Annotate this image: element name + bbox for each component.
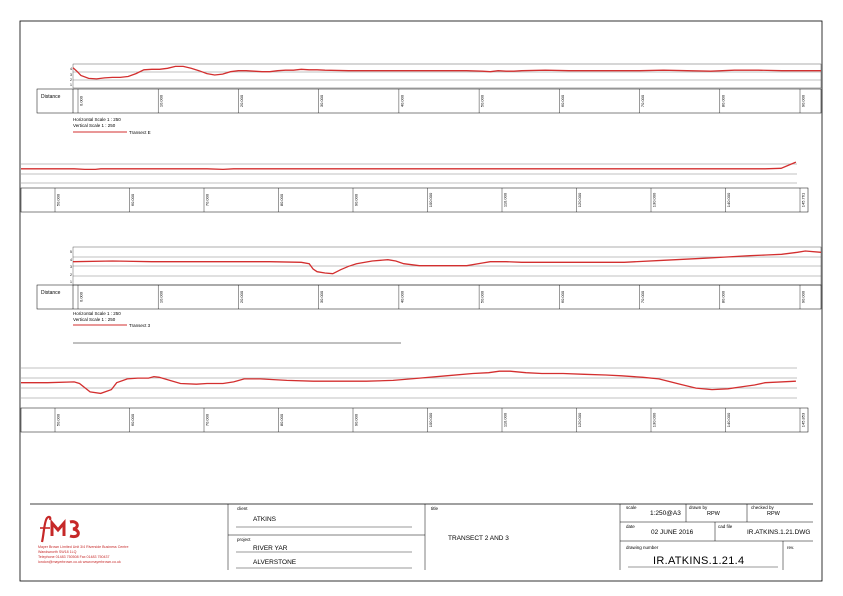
distance-ticks [78, 89, 806, 113]
distance-ticks [78, 285, 806, 309]
distance-tick-label: 110.000 [502, 192, 508, 208]
distance-tick-label: 60.000 [559, 94, 565, 108]
project-location: ALVERSTONE [253, 559, 297, 566]
ground-profile-line [73, 251, 821, 274]
legend-label: Transect E [129, 130, 151, 135]
distance-tick-label: 70.000 [640, 94, 646, 108]
cad-file-value: IR.ATKINS.1.21.DWG [747, 529, 811, 536]
y-tick-label: 4 [70, 67, 72, 71]
revision-label: rev. [787, 545, 795, 550]
y-tick-label: 2 [70, 78, 72, 82]
distance-tick-label: 30.000 [319, 94, 325, 108]
checked-by-value: RPW [767, 511, 780, 517]
cad-file-label: cad file [718, 524, 733, 529]
y-tick-label: 2 [70, 273, 72, 277]
y-tick-label: 1 [70, 83, 72, 87]
logo-mark [70, 522, 78, 537]
distance-tick-label: 145.761 [800, 192, 806, 208]
distance-tick-label: 60.000 [130, 193, 135, 207]
mayer-brown-logo [38, 514, 98, 544]
profile-transect-e [37, 64, 821, 135]
distance-ticks [55, 188, 806, 212]
company-phone-line: Telephone 01483 750508 Fax 01483 750437 [38, 555, 110, 559]
ground-profile-line [21, 162, 796, 169]
y-tick-label: 3 [70, 73, 72, 77]
distance-tick-label: 30.000 [319, 290, 325, 304]
sheet-border [20, 21, 822, 581]
legend-label: Transect 3 [129, 323, 151, 328]
title-label: title [431, 506, 439, 511]
logo-mark [42, 517, 50, 542]
distance-row [37, 89, 821, 113]
distance-ticks [55, 408, 806, 432]
distance-tick-label: 20.000 [238, 290, 244, 304]
y-tick-label: 4 [70, 258, 72, 262]
distance-tick-label: 50.000 [55, 193, 61, 207]
drawn-by-label: drawn by [689, 505, 708, 510]
date-value: 02 JUNE 2016 [651, 529, 694, 536]
distance-tick-label: 60.000 [559, 290, 565, 304]
distance-tick-label: 90.000 [353, 413, 359, 427]
distance-tick-label: 70.000 [204, 193, 210, 207]
distance-tick-label: 120.000 [577, 412, 582, 428]
distance-tick-label: 0.000 [78, 291, 84, 303]
distance-tick-label: 60.000 [130, 413, 135, 427]
distance-tick-label: 90.000 [353, 193, 359, 207]
distance-tick-label: 145.853 [800, 412, 806, 428]
row-label: Distance [41, 94, 61, 100]
profile-transect-3-continued [21, 368, 808, 432]
drawing-title: TRANSECT 2 AND 3 [448, 535, 509, 542]
distance-tick-label: 50.000 [479, 290, 485, 304]
ground-profile-line [73, 66, 821, 79]
y-tick-label: 3 [70, 265, 72, 269]
distance-tick-label: 10.000 [158, 290, 164, 304]
distance-tick-label: 90.000 [800, 290, 806, 304]
y-tick-label: 1 [70, 280, 72, 284]
row-label: Distance [41, 290, 61, 296]
distance-tick-label: 80.000 [279, 193, 284, 207]
client-label: client [237, 506, 248, 511]
checked-by-label: checked by [751, 505, 774, 510]
plot-frame [73, 64, 821, 88]
drawing-number-label: drawing number [626, 545, 659, 550]
vertical-scale: Vertical Scale 1 : 250 [73, 317, 116, 322]
company-address-line: Mayer Brown Limited Unit 3/4 Riverside Business Centre [38, 545, 129, 549]
distance-tick-label: 140.000 [726, 412, 731, 428]
distance-row [21, 408, 808, 432]
distance-tick-label: 110.000 [502, 412, 508, 428]
drawing-number-value: IR.ATKINS.1.21.4 [653, 555, 745, 567]
distance-tick-label: 120.000 [577, 192, 582, 208]
horizontal-scale: Horizontal Scale 1 : 250 [73, 117, 121, 122]
distance-tick-label: 10.000 [158, 94, 164, 108]
distance-tick-label: 70.000 [204, 413, 210, 427]
scale-label: scale [626, 505, 637, 510]
distance-tick-label: 40.000 [399, 94, 405, 108]
distance-tick-label: 50.000 [479, 94, 485, 108]
distance-tick-label: 130.000 [651, 412, 657, 428]
distance-row [21, 188, 808, 212]
scale-value: 1:250@A3 [650, 510, 681, 517]
distance-tick-label: 50.000 [55, 413, 61, 427]
date-label: date [626, 524, 635, 529]
distance-tick-label: 130.000 [651, 192, 657, 208]
distance-tick-label: 140.000 [726, 192, 731, 208]
ground-profile-line [21, 371, 796, 393]
distance-tick-label: 100.000 [428, 412, 433, 428]
distance-row [37, 285, 821, 309]
profile-transect-3 [37, 247, 821, 343]
distance-tick-label: 20.000 [238, 94, 244, 108]
project-name: RIVER YAR [253, 545, 288, 552]
distance-tick-label: 80.000 [720, 94, 726, 108]
company-email-line: london@mayerbrown.co.uk www.mayerbrown.co.uk [38, 560, 121, 564]
company-address-line: Wandsworth SW18 1LQ [38, 550, 77, 554]
distance-tick-label: 0.000 [78, 95, 84, 107]
distance-tick-label: 90.000 [800, 94, 806, 108]
horizontal-scale: Horizontal Scale 1 : 250 [73, 311, 121, 316]
distance-tick-label: 100.000 [428, 192, 433, 208]
distance-tick-label: 40.000 [399, 290, 405, 304]
client-value: ATKINS [253, 516, 276, 523]
profile-transect-e-continued [21, 162, 808, 212]
y-tick-label: 5 [70, 250, 72, 254]
logo-mark [52, 523, 64, 536]
distance-tick-label: 70.000 [640, 290, 646, 304]
distance-tick-label: 80.000 [279, 413, 284, 427]
drawn-by-value: RPW [707, 511, 720, 517]
project-label: project [237, 537, 251, 542]
distance-tick-label: 80.000 [720, 290, 726, 304]
vertical-scale: Vertical Scale 1 : 250 [73, 123, 116, 128]
